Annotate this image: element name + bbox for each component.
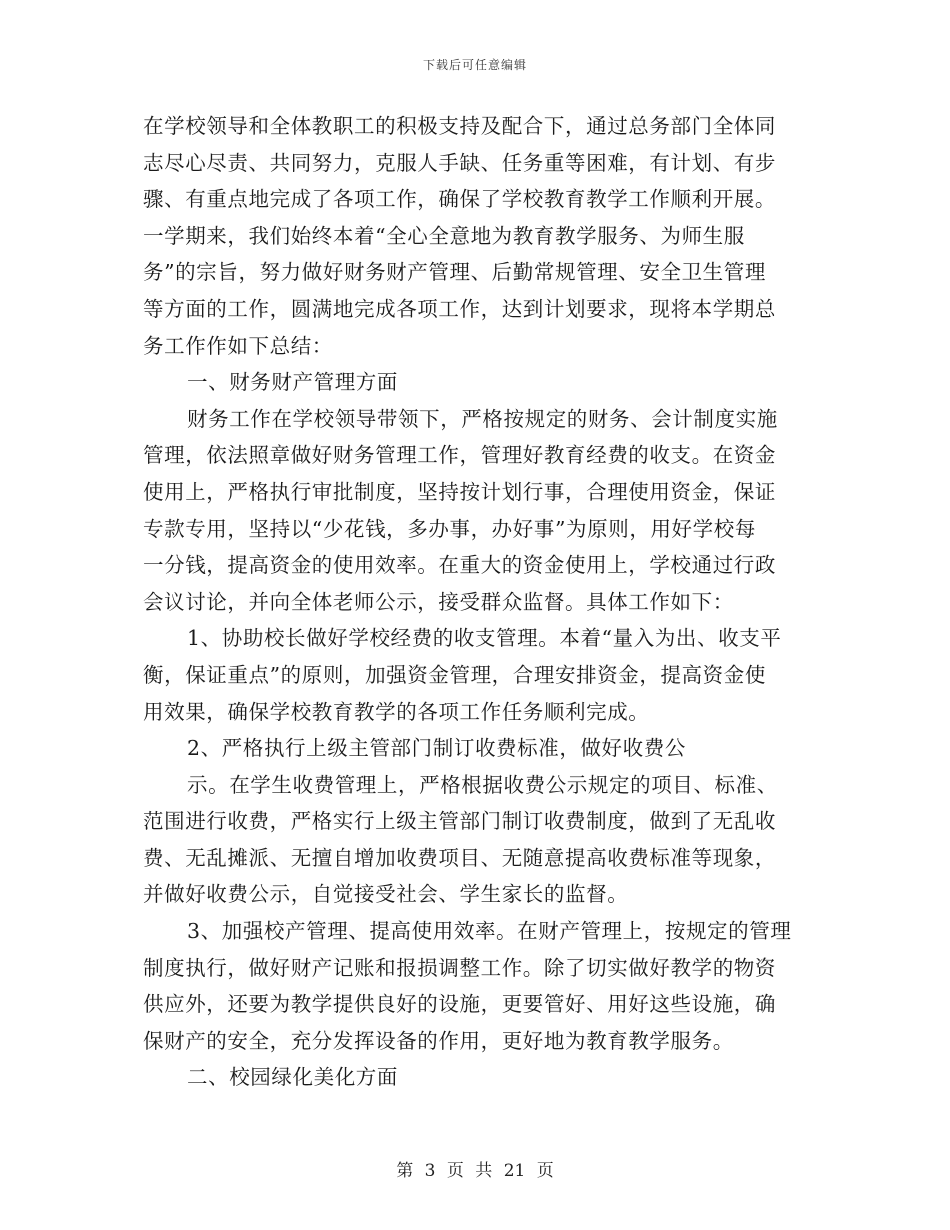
text-line: 一分钱，提高资金的使用效率。在重大的资金使用上，学校通过行政: [143, 553, 776, 578]
text-line: 1、协助校长做好学校经费的收支管理。本着“量入为出、收支平: [187, 626, 782, 651]
text-line: 财务工作在学校领导带领下，严格按规定的财务、会计制度实施: [187, 406, 778, 431]
text-line: 一学期来，我们始终本着“全心全意地为教育教学服务、为师生服: [143, 223, 745, 248]
text-line: 会议讨论，并向全体老师公示，接受群众监督。具体工作如下：: [143, 589, 734, 614]
document-body: [143, 108, 811, 1096]
text-line: 供应外，还要为教学提供良好的设施，更要管好、用好这些设施，确: [143, 992, 776, 1017]
text-line: 费、无乱摊派、无擅自增加收费项目、无随意提高收费标准等现象，: [143, 845, 776, 870]
text-line: 务”的宗旨，努力做好财务财产管理、后勤常规管理、安全卫生管理: [143, 260, 766, 285]
text-line: 等方面的工作，圆满地完成各项工作，达到计划要求，现将本学期总: [143, 296, 776, 321]
header-note: 下载后可任意编辑: [422, 58, 527, 72]
text-line: 专款专用，坚持以“少花钱，多办事，办好事”为原则，用好学校每: [143, 516, 756, 541]
text-line: 骤、有重点地完成了各项工作，确保了学校教育教学工作顺利开展。: [143, 187, 776, 212]
text-line: 用效果，确保学校教育教学的各项工作任务顺利完成。: [143, 699, 650, 724]
text-line: 一、财务财产管理方面: [187, 370, 398, 395]
text-line: 范围进行收费，严格实行上级主管部门制订收费制度，做到了无乱收: [143, 809, 776, 834]
text-line: 制度执行，做好财产记账和报损调整工作。除了切实做好教学的物资: [143, 955, 776, 980]
text-line: 志尽心尽责、共同努力，克服人手缺、任务重等困难，有计划、有步: [143, 150, 776, 175]
text-line: 并做好收费公示，自觉接受社会、学生家长的监督。: [143, 882, 629, 907]
text-line: 使用上，严格执行审批制度，坚持按计划行事，合理使用资金，保证: [143, 479, 776, 504]
text-line: 2、严格执行上级主管部门制订收费标准，做好收费公: [187, 736, 686, 761]
text-line: 保财产的安全，充分发挥设备的作用，更好地为教育教学服务。: [143, 1028, 734, 1053]
text-line: 3、加强校产管理、提高使用效率。在财产管理上，按规定的管理: [187, 919, 792, 944]
text-line: 二、校园绿化美化方面: [187, 1065, 398, 1090]
page-number-footer: 第 3 页 共 21 页: [396, 1161, 554, 1181]
text-line: 管理，依法照章做好财务管理工作，管理好教育经费的收支。在资金: [143, 443, 776, 468]
text-line: 示。在学生收费管理上，严格根据收费公示规定的项目、标准、: [187, 772, 778, 797]
text-line: 务工作作如下总结：: [143, 333, 333, 358]
text-line: 在学校领导和全体教职工的积极支持及配合下，通过总务部门全体同: [143, 114, 776, 138]
text-line: 衡，保证重点”的原则，加强资金管理，合理安排资金，提高资金使: [143, 662, 766, 687]
